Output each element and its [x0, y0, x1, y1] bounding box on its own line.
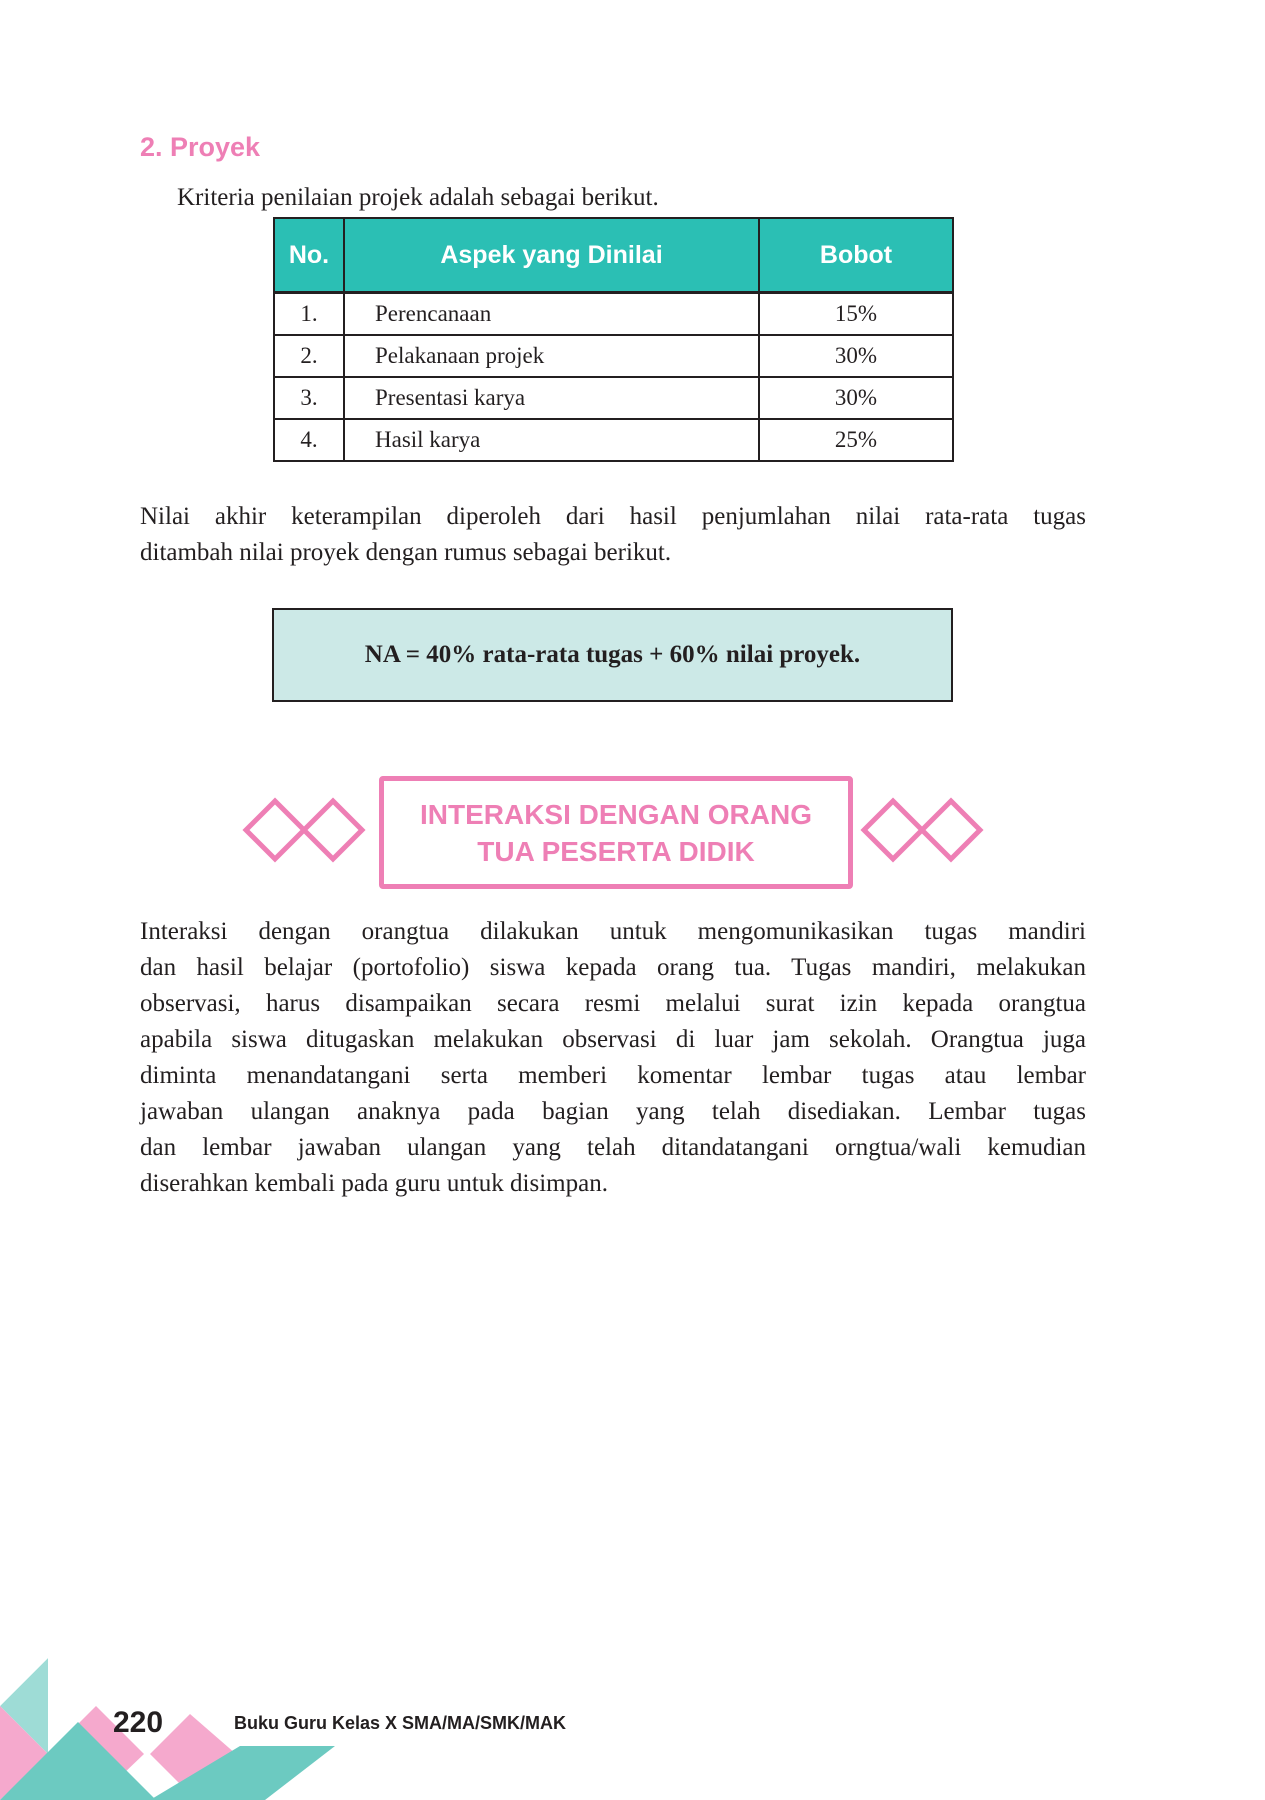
table-row	[274, 377, 953, 419]
paragraph-line: ditambah nilai proyek dengan rumus sebagai berikut.	[140, 539, 672, 566]
page-number: 220	[113, 1706, 164, 1739]
paragraph-parent-interaction	[140, 914, 1086, 1202]
cell-bobot: 30%	[759, 377, 953, 419]
cell-aspek: Hasil karya	[344, 419, 759, 461]
assessment-table	[273, 217, 954, 462]
cell-aspek: Pelakanaan projek	[344, 335, 759, 377]
cell-aspek: Perencanaan	[344, 293, 759, 336]
paragraph-final-score	[140, 499, 1086, 571]
paragraph-line: diminta menandatangani serta memberi komentar lembar tugas atau lembar	[140, 1062, 1086, 1089]
header-aspek: Aspek yang Dinilai	[344, 218, 759, 293]
paragraph-line: diserahkan kembali pada guru untuk disimpan.	[140, 1170, 608, 1197]
cell-no: 4.	[274, 419, 344, 461]
paragraph-line: observasi, harus disampaikan secara resmi melalui surat izin kepada orangtua	[140, 990, 1086, 1017]
cell-bobot: 15%	[759, 293, 953, 336]
cell-bobot: 30%	[759, 335, 953, 377]
table-row	[274, 419, 953, 461]
banner-line-1: INTERAKSI DENGAN ORANG	[419, 798, 812, 830]
section-heading: 2. Proyek	[140, 132, 261, 162]
formula-box: NA = 40% rata-rata tugas + 60% nilai proyek.	[272, 608, 953, 702]
header-bobot: Bobot	[759, 218, 953, 293]
cell-aspek: Presentasi karya	[344, 377, 759, 419]
banner-line-2: TUA PESERTA DIDIK	[477, 835, 755, 867]
table-row	[274, 335, 953, 377]
paragraph-line: dan hasil belajar (portofolio) siswa kepada orang tua. Tugas mandiri, melakukan	[140, 954, 1086, 981]
paragraph-line: apabila siswa ditugaskan melakukan observasi di luar jam sekolah. Orangtua juga	[140, 1026, 1086, 1053]
paragraph-line: jawaban ulangan anaknya pada bagian yang telah disediakan. Lembar tugas	[140, 1098, 1086, 1125]
section-intro: Kriteria penilaian projek adalah sebagai berikut.	[177, 184, 659, 211]
footer-book-title: Buku Guru Kelas X SMA/MA/SMK/MAK	[234, 1713, 567, 1733]
table-row	[274, 293, 953, 336]
cell-no: 3.	[274, 377, 344, 419]
table-header-row	[274, 218, 953, 293]
diamond-ornament-left-icon	[240, 795, 368, 865]
diamond-ornament-right-icon	[858, 795, 986, 865]
paragraph-line: dan lembar jawaban ulangan yang telah ditandatangani orngtua/wali kemudian	[140, 1134, 1086, 1161]
paragraph-line: Nilai akhir keterampilan diperoleh dari hasil penjumlahan nilai rata-rata tugas	[140, 503, 1086, 530]
header-no: No.	[274, 218, 344, 293]
cell-bobot: 25%	[759, 419, 953, 461]
cell-no: 1.	[274, 293, 344, 336]
paragraph-line: Interaksi dengan orangtua dilakukan untuk mengomunikasikan tugas mandiri	[140, 918, 1086, 945]
cell-no: 2.	[274, 335, 344, 377]
section-banner	[379, 776, 853, 889]
